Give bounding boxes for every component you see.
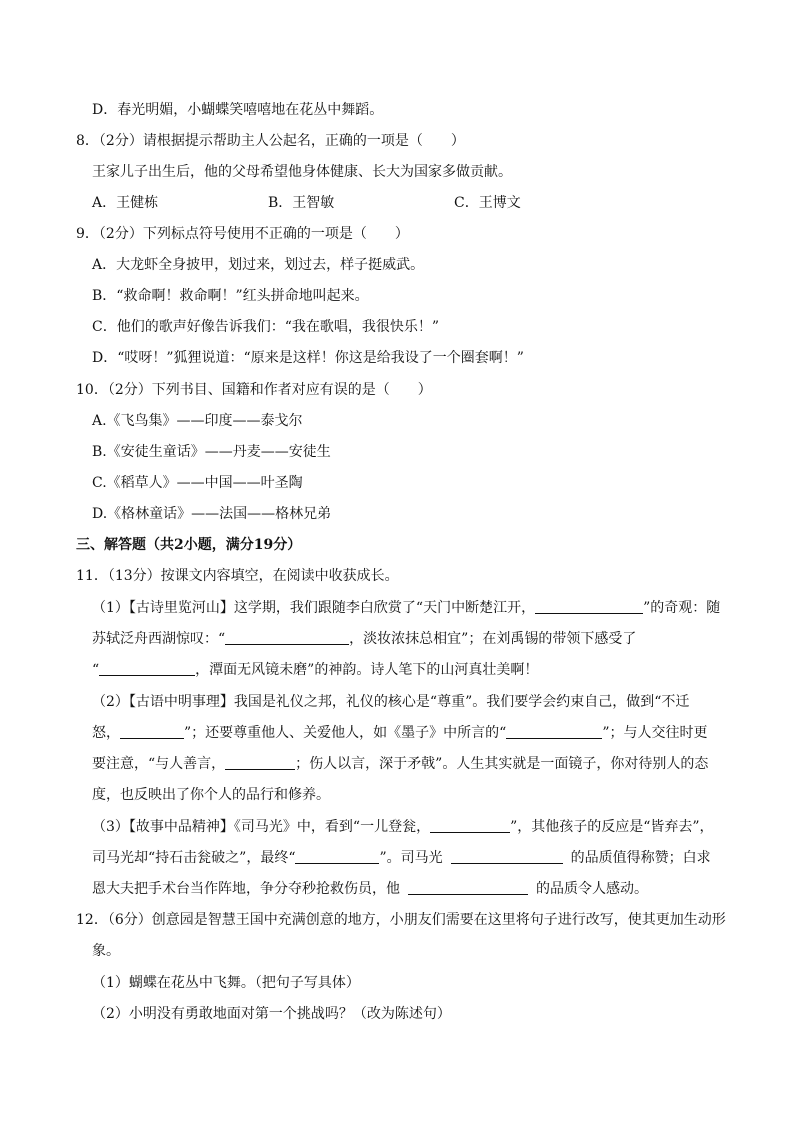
q10-option-b: B.《安徒生童话》——丹麦——安徒生 xyxy=(92,444,331,460)
answer-blank[interactable] xyxy=(120,724,184,739)
q9-option-a: A．大龙虾全身披甲，划过来，划过去，样子挺威武。 xyxy=(92,257,425,273)
text: 恩大夫把手术台当作阵地，争分夺秒抢救伤员，他 xyxy=(92,881,400,897)
text: ；伤人以言，深于矛戟”。人生其实就是一面镜子，你对待别人的态 xyxy=(295,756,709,772)
answer-blank[interactable] xyxy=(506,724,602,739)
q11-part2-line4: 度，也反映出了你个人的品行和修养。 xyxy=(92,787,330,803)
text: 的品质值得称赞；白求 xyxy=(570,850,711,866)
text: ”。司马光 xyxy=(379,850,443,866)
q11-part2-line1: （2）【古语中明事理】我国是礼仪之邦，礼仪的核心是“尊重”。我们要学会约束自己，做到“不迁 xyxy=(92,694,690,710)
section-heading: 三、解答题（共2小题，满分19分） xyxy=(76,537,302,553)
q9-option-b: B．“救命啊！救命啊！”红头拼命地叫起来。 xyxy=(92,288,369,304)
answer-blank[interactable] xyxy=(408,880,528,895)
q12-part2: （2）小明没有勇敢地面对第一个挑战吗？（改为陈述句） xyxy=(92,1006,451,1022)
q11-part3-line3 xyxy=(92,879,648,899)
q7-option-d: D．春光明媚，小蝴蝶笑嘻嘻地在花丛中舞蹈。 xyxy=(92,102,384,118)
text: 怒， xyxy=(92,725,120,741)
q10-option-c: C.《稻草人》——中国——叶圣陶 xyxy=(92,475,303,491)
q12-stem: 12．（6分）创意园是智慧王国中充满创意的地方，小朋友们需要在这里将句子进行改写，使其更加生动形 xyxy=(76,912,726,928)
q10-stem: 10．（2分）下列书目、国籍和作者对应有误的是（ ） xyxy=(76,382,432,398)
q8-stem: 8．（2分）请根据提示帮助主人公起名，正确的一项是（ ） xyxy=(76,133,465,149)
q11-part3-line2 xyxy=(92,848,711,868)
text: “ xyxy=(92,662,100,678)
q11-part2-line2 xyxy=(92,723,708,743)
q11-part1-line3 xyxy=(92,660,538,680)
text: ”的奇观：随 xyxy=(643,600,721,616)
text: ”，其他孩子的反应是“皆弃去”， xyxy=(510,819,714,835)
answer-blank[interactable] xyxy=(535,599,643,614)
q11-part2-line3 xyxy=(92,754,708,774)
text: ，淡妆浓抹总相宜”；在刘禹锡的带领下感受了 xyxy=(349,631,637,647)
q11-part1-line2 xyxy=(92,629,636,649)
text: ，潭面无风镜未磨”的神韵。诗人笔下的山河真壮美啊！ xyxy=(195,662,539,678)
q8-option-c: C．王博文 xyxy=(454,195,521,211)
q9-option-d: D．“哎呀！”狐狸说道：“原来是这样！你这是给我设了一个圈套啊！” xyxy=(92,350,524,366)
text: 要注意，“与人善言， xyxy=(92,756,226,772)
text: ”；还要尊重他人、关爱他人，如《墨子》中所言的“ xyxy=(184,725,507,741)
q11-part1-line1 xyxy=(92,598,720,618)
answer-blank[interactable] xyxy=(225,755,295,770)
q9-stem: 9．（2分）下列标点符号使用不正确的一项是（ ） xyxy=(76,226,409,242)
answer-blank[interactable] xyxy=(225,630,349,645)
text: 苏轼泛舟西湖惊叹：“ xyxy=(92,631,226,647)
q10-option-a: A.《飞鸟集》——印度——泰戈尔 xyxy=(92,413,303,429)
text: （1）【古诗里览河山】这学期，我们跟随李白欣赏了“天门中断楚江开， xyxy=(92,600,536,616)
text: ”；与人交往时更 xyxy=(602,725,708,741)
answer-blank[interactable] xyxy=(430,818,510,833)
q8-option-b: B．王智敏 xyxy=(268,195,335,211)
answer-blank[interactable] xyxy=(99,661,195,676)
q10-option-d: D.《格林童话》——法国——格林兄弟 xyxy=(92,506,332,522)
q12-stem-continued: 象。 xyxy=(92,943,120,959)
q9-option-c: C．他们的歌声好像告诉我们：“我在歌唱，我很快乐！” xyxy=(92,319,440,335)
text: 的品质令人感动。 xyxy=(536,881,648,897)
text: 司马光却“持石击瓮破之”，最终“ xyxy=(92,850,296,866)
text: （3）【故事中品精神】《司马光》中，看到“一儿登瓮， xyxy=(92,819,431,835)
q8-option-a: A．王健栋 xyxy=(92,195,159,211)
answer-blank[interactable] xyxy=(451,849,563,864)
answer-blank[interactable] xyxy=(295,849,379,864)
q12-part1: （1）蝴蝶在花丛中飞舞。（把句子写具体） xyxy=(92,975,360,991)
q11-part3-line1 xyxy=(92,817,714,837)
q11-stem: 11．（13分）按课文内容填空，在阅读中收获成长。 xyxy=(76,568,399,584)
q8-description: 王家儿子出生后，他的父母希望他身体健康、长大为国家多做贡献。 xyxy=(92,164,512,180)
